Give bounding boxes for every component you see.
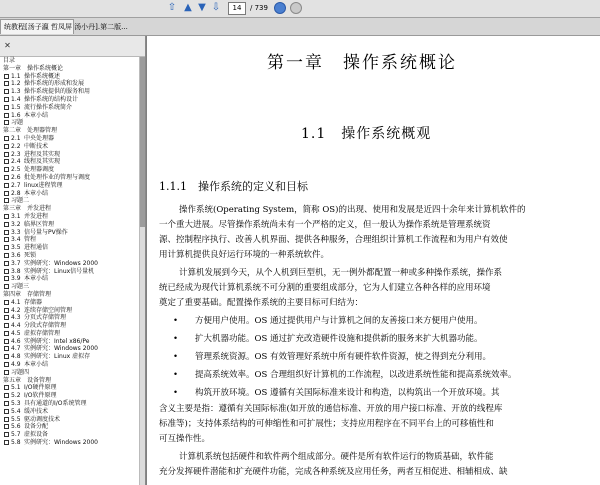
bookmark-label: 虚拟设备 (24, 431, 49, 439)
bookmarks-sidebar (0, 36, 146, 485)
bookmark-number: 4.6 (11, 337, 21, 345)
bullet-icon: • (173, 316, 179, 326)
bullet-text: 方便用户使用。OS 通过提供用户与计算机之间的友善接口来方便用户使用。 (195, 316, 483, 326)
bookmark-number: 3.2 (11, 220, 21, 228)
bookmark-item[interactable] (0, 244, 140, 252)
bookmark-icon (4, 214, 9, 219)
bookmark-label: 批处理作业的管理与调度 (24, 173, 91, 181)
bookmark-label: 实例研究：Linux信号量机 (24, 267, 95, 275)
bookmark-number: 2.7 (11, 181, 21, 189)
bookmark-item[interactable] (0, 283, 140, 291)
bookmark-label: 实例研究：Windows 2000 (24, 259, 98, 267)
bookmark-item[interactable] (0, 275, 140, 283)
bookmark-number: 4.7 (11, 345, 21, 353)
bookmark-icon (4, 74, 9, 79)
bookmark-icon (4, 315, 9, 320)
bookmark-number: 3.4 (11, 236, 21, 244)
bookmark-item[interactable] (0, 104, 140, 112)
bookmark-item[interactable] (0, 229, 140, 237)
bookmark-label: 第一章 操作系统概论 (3, 64, 64, 72)
bullet-text: 提高系统效率。OS 合理组织好计算机的工作流程，以改进系统性能和提高系统效率。 (195, 370, 517, 380)
bookmark-item[interactable] (0, 439, 140, 447)
bookmark-number: 2.1 (11, 134, 21, 142)
bookmark-label: 中断技术 (24, 142, 49, 150)
body-line: 可互操作性。 (159, 434, 211, 444)
bookmark-label: 具有通道的I/O系统管理 (24, 400, 87, 408)
bookmark-icon (4, 409, 9, 414)
bookmark-item[interactable] (0, 369, 140, 377)
bookmark-number: 2.8 (11, 189, 21, 197)
bookmark-icon (4, 230, 9, 235)
chapter-title: 第一章 操作系统概论 (267, 53, 457, 73)
body-line: 统已经成为现代计算机系统不可分割的重要组成部分，它为人们建立各种各样的应用环境 (159, 283, 491, 293)
bookmark-number: 1.6 (11, 111, 21, 119)
bookmark-item[interactable] (0, 353, 140, 361)
bookmark-item[interactable] (0, 96, 140, 104)
bookmark-item[interactable] (0, 135, 140, 143)
bookmark-label: 中央处理器 (24, 134, 55, 142)
bookmark-label: linux进程管理 (24, 181, 63, 189)
bookmark-item[interactable] (0, 174, 140, 182)
bullet-item (173, 350, 491, 365)
bookmark-label: 操作系统的结构设计 (24, 95, 79, 103)
bookmark-icon (4, 346, 9, 351)
last-page-icon[interactable]: ⇩ (211, 2, 221, 13)
document-tab-strip (0, 18, 600, 36)
bookmark-label: 分页式存储管理 (24, 314, 67, 322)
body-line: 用计算机提供良好运行环境的一种系统软件。 (159, 250, 330, 260)
bookmark-icon (4, 97, 9, 102)
bookmark-number: 1.3 (11, 88, 21, 96)
body-line: 充分发挥硬件潜能和扩充硬件功能，完成各种系统及应用任务，两者互相促进、相辅相成、缺 (159, 467, 508, 477)
bookmark-icon (4, 159, 9, 164)
bookmark-label: I/O硬件原理 (24, 384, 57, 392)
bookmark-icon (4, 370, 9, 375)
close-sidebar-icon[interactable]: ✕ (4, 41, 11, 50)
sidebar-scrollbar-thumb[interactable] (140, 57, 145, 227)
bookmark-item[interactable] (0, 416, 140, 424)
bookmark-label: 流行操作系统简介 (24, 103, 73, 111)
bookmark-item[interactable] (0, 158, 140, 166)
bookmark-item[interactable] (0, 423, 140, 431)
bullet-icon: • (173, 370, 179, 380)
bookmark-icon (4, 253, 9, 258)
bookmark-icon (4, 440, 9, 445)
bookmark-item[interactable] (0, 392, 140, 400)
bookmark-number: 4.9 (11, 361, 21, 369)
bookmark-number: 5.5 (11, 415, 21, 423)
bookmark-number: 5.1 (11, 384, 21, 392)
bookmark-number: 1.2 (11, 80, 21, 88)
bookmark-icon (4, 120, 9, 125)
bookmark-label: 本章小结 (24, 189, 49, 197)
bookmark-item[interactable] (0, 151, 140, 159)
subsection-title: 1.1.1 操作系统的定义和目标 (159, 180, 308, 193)
bookmark-label: 第二章 处理器管理 (3, 127, 58, 135)
bookmark-icon (4, 89, 9, 94)
bookmark-item[interactable] (0, 221, 140, 229)
bookmark-number: 4.4 (11, 322, 21, 330)
bookmark-icon (4, 362, 9, 367)
bookmark-label: 信号量与PV操作 (24, 228, 68, 236)
bookmark-label: 第五章 设备管理 (3, 376, 52, 384)
bookmark-label: 第三章 并发进程 (3, 205, 52, 213)
bookmark-number: 1.1 (11, 72, 21, 80)
bookmark-icon (4, 308, 9, 313)
body-line: 操作系统(Operating System，简称 OS)的出现、使用和发展是近四十余年来计算机软件的 (179, 205, 526, 215)
section-title: 1.1 操作系统概观 (301, 126, 432, 142)
bookmark-item[interactable] (0, 307, 140, 315)
bookmark-item[interactable] (0, 236, 140, 244)
bookmark-number: 2.4 (11, 158, 21, 166)
bookmark-item[interactable] (0, 252, 140, 260)
bookmark-icon (4, 354, 9, 359)
bookmark-label: 临界区管理 (24, 220, 55, 228)
bookmark-label: 设备分配 (24, 423, 49, 431)
bookmark-icon (4, 417, 9, 422)
bookmark-number: 5.2 (11, 392, 21, 400)
bookmark-icon (4, 276, 9, 281)
bookmark-icon (4, 261, 9, 266)
bookmark-icon (4, 269, 9, 274)
bookmark-icon (4, 237, 9, 242)
pdf-toolbar (0, 0, 600, 18)
bookmark-label: 缓冲技术 (24, 407, 49, 415)
document-tab[interactable]: 统教程[汤子瀛 哲凤屏 汤小丹].第二版... (0, 19, 74, 34)
bookmark-chapter[interactable] (0, 57, 140, 65)
bookmark-icon (4, 81, 9, 86)
bookmark-icon (4, 136, 9, 141)
bookmark-label: 实例研究：Windows 2000 (24, 345, 98, 353)
bookmark-icon (4, 198, 9, 203)
bullet-text: 管理系统资源。OS 有效管理好系统中所有硬件软件资源，使之得到充分利用。 (195, 352, 491, 362)
body-line: 含义主要是指：遵循有关国际标准(如开放的通信标准、开放的用户接口标准、开放的线程库 (159, 404, 503, 414)
bookmark-number: 4.5 (11, 329, 21, 337)
bookmark-number: 5.6 (11, 423, 21, 431)
bookmark-number: 3.1 (11, 212, 21, 220)
bookmark-icon (4, 424, 9, 429)
bookmark-item[interactable] (0, 197, 140, 205)
bookmark-number: 3.9 (11, 275, 21, 283)
bookmark-item[interactable] (0, 408, 140, 416)
bookmark-chapter[interactable] (0, 291, 140, 299)
bookmark-icon (4, 175, 9, 180)
bookmark-label: 习题三 (11, 283, 30, 291)
bookmark-label: 实例研究：Intel x86/Pe (24, 337, 90, 345)
bookmark-label: I/O软件原理 (24, 392, 57, 400)
bullet-text: 构筑开放环境。OS 遵循有关国际标准来设计和构造，以构筑出一个开放环境。其 (195, 388, 500, 398)
first-page-icon[interactable]: ⇧ (167, 2, 177, 13)
bookmark-number: 2.5 (11, 166, 21, 174)
bookmark-item[interactable] (0, 260, 140, 268)
bookmark-icon (4, 339, 9, 344)
bookmark-item[interactable] (0, 213, 140, 221)
bookmark-item[interactable] (0, 143, 140, 151)
bookmark-icon (4, 183, 9, 188)
body-line: 一个重大进展。尽管操作系统尚未有一个严格的定义，但一般认为操作系统是管理系统资 (159, 220, 491, 230)
sidebar-header (0, 36, 145, 57)
bookmark-chapter[interactable] (0, 205, 140, 213)
bookmark-number: 5.3 (11, 400, 21, 408)
bookmark-label: 本章小结 (24, 275, 49, 283)
bullet-item (173, 386, 500, 401)
bookmark-label: 目录 (3, 57, 16, 64)
bookmark-number: 2.6 (11, 173, 21, 181)
bullet-icon: • (173, 388, 179, 398)
bookmark-label: 管程 (24, 236, 37, 244)
previous-page-icon[interactable]: ▲ (184, 2, 192, 13)
bookmark-icon (4, 393, 9, 398)
bookmark-label: 线程及其实现 (24, 158, 61, 166)
bookmark-icon (4, 385, 9, 390)
bookmark-number: 3.7 (11, 259, 21, 267)
page-number-input[interactable] (228, 2, 246, 15)
body-line: 奠定了重要基础。配置操作系统的主要目标可归结为： (159, 298, 364, 308)
body-line: 计算机系统包括硬件和软件两个组成部分。硬件是所有软件运行的物质基础，软件能 (179, 452, 494, 462)
bookmark-item[interactable] (0, 384, 140, 392)
bookmark-icon (4, 284, 9, 289)
bookmark-item[interactable] (0, 361, 140, 369)
go-to-page-button[interactable] (274, 2, 286, 14)
bookmark-icon (4, 144, 9, 149)
bookmark-number: 2.3 (11, 150, 21, 158)
bookmark-number: 5.8 (11, 439, 21, 447)
bookmark-number: 3.6 (11, 251, 21, 259)
bookmark-item[interactable] (0, 322, 140, 330)
bullet-item (173, 368, 517, 383)
bookmark-number: 5.7 (11, 431, 21, 439)
body-line: 标准等)；支持体系结构的可伸缩性和可扩展性；支持应用程序在不同平台上的可移植性和 (159, 419, 494, 429)
bookmark-icon (4, 323, 9, 328)
bookmark-icon (4, 300, 9, 305)
bookmark-number: 5.4 (11, 407, 21, 415)
bullet-icon: • (173, 352, 179, 362)
bookmark-label: 习题二 (11, 197, 30, 205)
bullet-item (173, 314, 483, 329)
body-line: 计算机发展到今天，从个人机到巨型机，无一例外都配置一种或多种操作系统，操作系 (179, 268, 503, 278)
bookmark-label: 进程及其实现 (24, 150, 61, 158)
bookmark-label: 操作系统的形成和发展 (24, 80, 85, 88)
bookmark-label: 连续存储空间管理 (24, 306, 73, 314)
bookmark-icon (4, 331, 9, 336)
bookmark-chapter[interactable] (0, 377, 140, 385)
bookmark-label: 驱动调度技术 (24, 415, 61, 423)
bookmark-list (0, 57, 140, 447)
bookmark-item[interactable] (0, 119, 140, 127)
bookmark-label: 实例研究：Linux 虚拟存 (24, 353, 91, 361)
bookmark-number: 1.4 (11, 95, 21, 103)
bookmark-label: 并发进程 (24, 212, 49, 220)
bookmark-item[interactable] (0, 314, 140, 322)
bookmark-label: 虚拟存储管理 (24, 329, 61, 337)
bookmark-label: 本章小结 (24, 361, 49, 369)
bookmark-number: 1.5 (11, 103, 21, 111)
next-page-icon[interactable]: ▼ (198, 2, 206, 13)
bookmark-label: 操作系统提供的服务和用 (24, 88, 91, 96)
bookmark-icon (4, 113, 9, 118)
bookmark-label: 死锁 (24, 251, 37, 259)
bookmark-icon (4, 152, 9, 157)
bookmark-number: 2.2 (11, 142, 21, 150)
bookmark-chapter[interactable] (0, 65, 140, 73)
bookmark-item[interactable] (0, 299, 140, 307)
bookmark-item[interactable] (0, 268, 140, 276)
bookmark-number: 3.3 (11, 228, 21, 236)
bookmark-icon (4, 222, 9, 227)
bookmark-icon (4, 191, 9, 196)
bookmark-label: 处理器调度 (24, 166, 55, 174)
bookmark-icon (4, 245, 9, 250)
bookmark-chapter[interactable] (0, 127, 140, 135)
stop-button[interactable] (290, 2, 302, 14)
bookmark-label: 习题 (11, 119, 24, 127)
page-total-label: / 739 (250, 4, 268, 12)
bookmark-label: 存储器 (24, 298, 43, 306)
bookmark-item[interactable] (0, 182, 140, 190)
sidebar-scrollbar[interactable] (139, 57, 145, 485)
bookmark-label: 习题四 (11, 368, 30, 376)
bookmark-label: 进程通信 (24, 244, 49, 252)
bookmark-item[interactable] (0, 330, 140, 338)
bookmark-number: 4.2 (11, 306, 21, 314)
bookmark-number: 3.8 (11, 267, 21, 275)
bookmark-number: 3.5 (11, 244, 21, 252)
bookmark-icon (4, 432, 9, 437)
bookmark-label: 分段式存储管理 (24, 322, 67, 330)
bookmark-label: 本章小结 (24, 111, 49, 119)
bullet-icon: • (173, 334, 179, 344)
bookmark-number: 4.8 (11, 353, 21, 361)
bookmark-icon (4, 401, 9, 406)
document-page (147, 36, 600, 485)
bookmark-icon (4, 167, 9, 172)
bookmark-label: 操作系统概述 (24, 72, 61, 80)
body-line: 源、控制程序执行、改善人机界面、提供各种服务，合理组织计算机工作流程和为用户有效使 (159, 235, 508, 245)
bookmark-number: 4.1 (11, 298, 21, 306)
bookmark-item[interactable] (0, 431, 140, 439)
bullet-item (173, 332, 483, 347)
bookmark-number: 4.3 (11, 314, 21, 322)
bullet-text: 扩大机器功能。OS 通过扩充改造硬件设施和提供新的服务来扩大机器功能。 (195, 334, 483, 344)
bookmark-item[interactable] (0, 88, 140, 96)
bookmark-icon (4, 105, 9, 110)
bookmark-item[interactable] (0, 166, 140, 174)
bookmark-item[interactable] (0, 400, 140, 408)
bookmark-label: 实例研究：Windows 2000 (24, 439, 98, 447)
bookmark-label: 第四章 存储管理 (3, 290, 52, 298)
